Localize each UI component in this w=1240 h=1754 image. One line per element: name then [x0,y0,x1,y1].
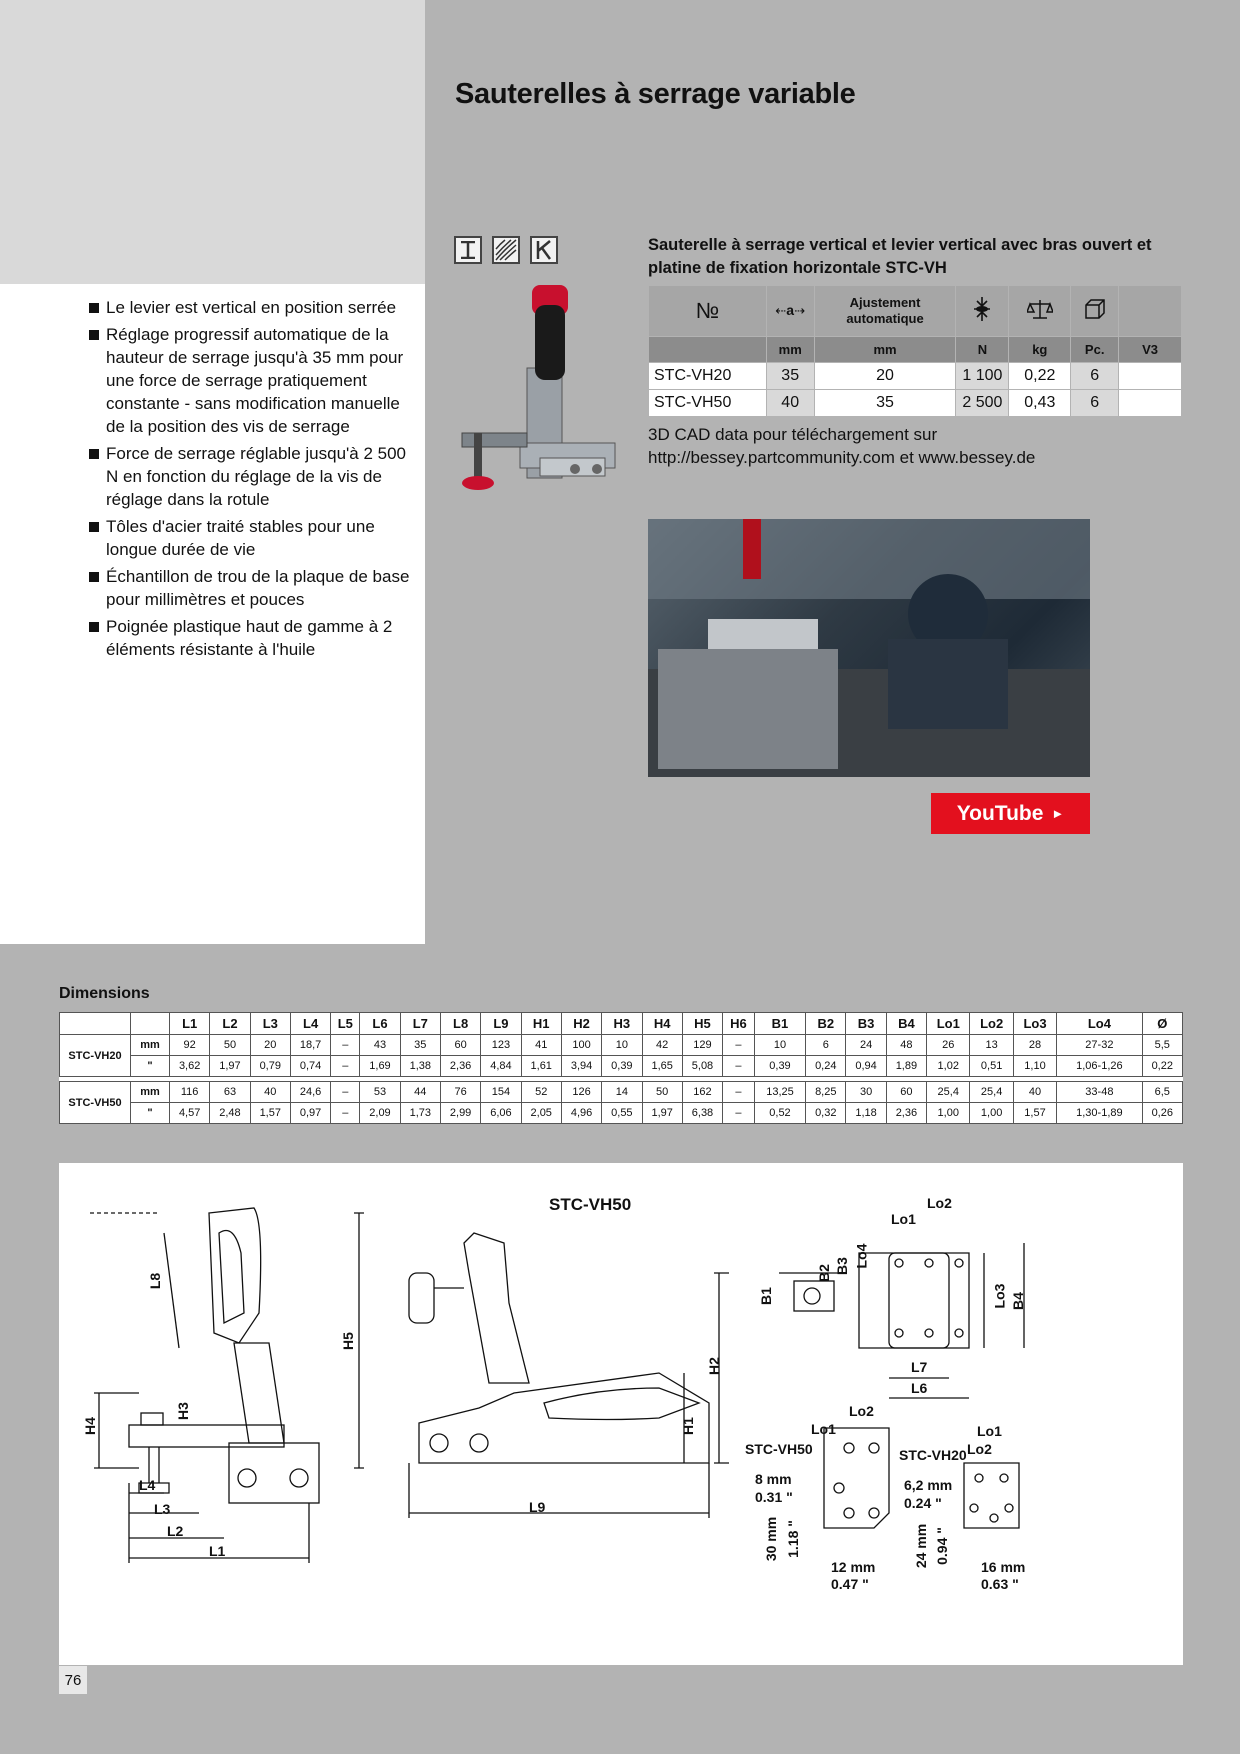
dim-column-header: L7 [400,1013,440,1035]
dim-value-cell: 4,57 [170,1103,210,1124]
dim-value-cell: 13 [970,1035,1013,1056]
dim-value-cell: – [723,1082,755,1103]
dim-value-cell: 154 [481,1082,521,1103]
dim-label: 0.24 " [904,1495,942,1511]
dim-label: L4 [139,1477,156,1493]
dim-value-cell: 50 [642,1082,682,1103]
dim-value-cell: 40 [250,1082,290,1103]
dim-value-cell: 0,26 [1142,1103,1182,1124]
header-opening: ⇠a⇢ [766,286,814,337]
wood-grain-icon [492,236,520,264]
dim-value-cell: 129 [682,1035,722,1056]
table-row [60,1082,1183,1103]
balance-scale-icon [1027,298,1053,320]
unit-cell: V3 [1119,337,1182,363]
dim-value-cell: 26 [927,1035,970,1056]
dim-column-header: Lo4 [1057,1013,1142,1035]
dim-value-cell: 123 [481,1035,521,1056]
dim-value-cell: 13,25 [754,1082,805,1103]
dim-label: 0.31 " [755,1489,793,1505]
header-number: № [649,286,767,337]
dim-column-header: H6 [723,1013,755,1035]
table-row: STC-VH50 40 35 2 500 0,43 6 [649,390,1182,417]
dim-value-cell: 2,48 [210,1103,250,1124]
header-band [0,0,425,284]
dim-value-cell: 2,36 [886,1103,926,1124]
dim-value-cell: 50 [210,1035,250,1056]
table-row: STC-VH20 35 20 1 100 0,22 6 [649,363,1182,390]
dim-value-cell: – [723,1056,755,1077]
dim-value-cell: 1,61 [521,1056,561,1077]
unit-cell: mm [131,1035,170,1056]
dim-value-cell: 0,55 [602,1103,642,1124]
feature-list [88,296,418,665]
dim-value-cell: 53 [360,1082,400,1103]
unit-cell: kg [1009,337,1071,363]
dim-value-cell: 1,57 [250,1103,290,1124]
dim-value-cell: 0,24 [806,1056,846,1077]
dim-value-cell: 76 [440,1082,480,1103]
dim-value-cell: 20 [250,1035,290,1056]
dim-label: 8 mm [755,1471,792,1487]
dim-column-header: L6 [360,1013,400,1035]
dim-label: Lo1 [977,1423,1002,1439]
detail-title-vh50: STC-VH50 [745,1441,813,1457]
dim-label: Lo2 [927,1195,952,1211]
dim-column-header: L4 [290,1013,330,1035]
dim-label: H2 [705,1357,722,1375]
dim-column-header: H2 [561,1013,601,1035]
page-number: 76 [59,1666,87,1694]
dim-label: Lo1 [891,1211,916,1227]
dim-value-cell: – [331,1103,360,1124]
dim-value-cell: 1,89 [886,1056,926,1077]
dim-column-header: Lo1 [927,1013,970,1035]
dim-value-cell: 1,18 [846,1103,886,1124]
dim-value-cell: 0,32 [806,1103,846,1124]
dim-value-cell: 24 [846,1035,886,1056]
dimensions-table [59,1012,1183,1124]
dim-value-cell: 1,00 [927,1103,970,1124]
unit-cell: mm [766,337,814,363]
dim-label: Lo2 [849,1403,874,1419]
unit-header [131,1013,170,1035]
dim-label: L9 [529,1499,546,1515]
dim-label: 0.94 " [933,1527,950,1565]
dim-label: 1.18 " [784,1520,801,1558]
dim-label: 0.47 " [831,1576,869,1592]
dim-value-cell: 8,25 [806,1082,846,1103]
model-name-cell: STC-VH20 [60,1035,131,1077]
dim-value-cell: 40 [1013,1082,1056,1103]
dim-value-cell: 52 [521,1082,561,1103]
dim-value-cell: – [331,1056,360,1077]
header-weight [1009,286,1071,337]
dim-value-cell: 5,5 [1142,1035,1182,1056]
dim-value-cell: 28 [1013,1035,1056,1056]
dim-value-cell: 1,57 [1013,1103,1056,1124]
dim-value-cell: – [723,1035,755,1056]
dim-value-cell: 43 [360,1035,400,1056]
dim-column-header: H3 [602,1013,642,1035]
dim-value-cell: 0,39 [602,1056,642,1077]
dim-value-cell: 162 [682,1082,722,1103]
play-icon: ► [1051,806,1065,821]
dim-value-cell: 6 [806,1035,846,1056]
header-force [956,286,1009,337]
dim-value-cell: 1,30-1,89 [1057,1103,1142,1124]
dim-value-cell: 25,4 [970,1082,1013,1103]
drawing-title: STC-VH50 [549,1195,632,1214]
youtube-button[interactable] [931,793,1090,834]
dim-label: B3 [833,1257,850,1275]
dim-value-cell: 2,99 [440,1103,480,1124]
dim-label: H5 [339,1332,356,1350]
unit-cell: mm [814,337,956,363]
dim-value-cell: 0,74 [290,1056,330,1077]
dim-value-cell: 2,36 [440,1056,480,1077]
dim-label: Lo4 [853,1243,870,1269]
feature-item: Tôles d'acier traité stables pour une longue durée de vie [88,515,418,561]
dim-value-cell: – [723,1103,755,1124]
dim-column-header: B2 [806,1013,846,1035]
dim-value-cell: 44 [400,1082,440,1103]
unit-cell: mm [131,1082,170,1103]
detail-title-vh20: STC-VH20 [899,1447,967,1463]
feature-item: Force de serrage réglable jusqu'à 2 500 N en fonction du réglage de la vis de réglage dans la rotule [88,442,418,511]
dim-value-cell: 24,6 [290,1082,330,1103]
dim-value-cell: 0,79 [250,1056,290,1077]
dim-column-header: L8 [440,1013,480,1035]
unit-cell: N [956,337,1009,363]
dim-column-header: L3 [250,1013,290,1035]
dim-label: L1 [209,1543,226,1559]
dim-column-header: L1 [170,1013,210,1035]
dim-label: 0.63 " [981,1576,1019,1592]
cad-note-line: 3D CAD data pour téléchargement sur [648,425,938,444]
feature-item: Réglage progressif automatique de la hauteur de serrage jusqu'à 35 mm pour une force de serrage pratiquement constante - sans modification manuelle de la position des vis de serrage [88,323,418,438]
dim-value-cell: 0,39 [754,1056,805,1077]
dim-label: 30 mm [763,1516,780,1562]
dim-value-cell: 0,51 [970,1056,1013,1077]
technical-drawing-panel [59,1163,1183,1665]
plastic-k-icon [530,236,558,264]
dim-label: H4 [81,1417,98,1435]
table-row [60,1103,1183,1124]
feature-item: Le levier est vertical en position serrée [88,296,418,319]
dim-value-cell: 1,73 [400,1103,440,1124]
dim-value-cell: 1,65 [642,1056,682,1077]
dim-column-header: L9 [481,1013,521,1035]
dim-value-cell: 63 [210,1082,250,1103]
spec-table [648,285,1182,417]
dim-value-cell: 60 [440,1035,480,1056]
dim-value-cell: 0,94 [846,1056,886,1077]
product-subtitle: Sauterelle à serrage vertical et levier vertical avec bras ouvert et platine de fixation horizontale STC-VH [648,236,1152,277]
dim-value-cell: 6,5 [1142,1082,1182,1103]
dim-value-cell: 0,52 [754,1103,805,1124]
feature-item: Échantillon de trou de la plaque de base pour millimètres et pouces [88,565,418,611]
dim-value-cell: 33-48 [1057,1082,1142,1103]
header-pack [1071,286,1119,337]
table-row [60,1035,1183,1056]
dim-value-cell: 27-32 [1057,1035,1142,1056]
unit-cell [649,337,767,363]
dim-value-cell: 1,02 [927,1056,970,1077]
dim-value-cell: 4,96 [561,1103,601,1124]
dim-column-header: H4 [642,1013,682,1035]
youtube-label: YouTube [956,801,1044,825]
box-icon [1084,298,1106,320]
dim-value-cell: 42 [642,1035,682,1056]
dim-value-cell: 4,84 [481,1056,521,1077]
dim-value-cell: 25,4 [927,1082,970,1103]
dim-label: 24 mm [913,1523,930,1569]
dim-label: L3 [154,1501,171,1517]
workshop-photo [648,519,1090,777]
dim-value-cell: 6,38 [682,1103,722,1124]
dim-value-cell: 6,06 [481,1103,521,1124]
dim-label: B2 [815,1264,832,1282]
dim-label: 12 mm [831,1559,876,1575]
dim-column-header: Ø [1142,1013,1182,1035]
dim-value-cell: 10 [754,1035,805,1056]
dim-value-cell: 1,97 [642,1103,682,1124]
dim-column-header: L2 [210,1013,250,1035]
dim-value-cell: 3,94 [561,1056,601,1077]
dim-label: B4 [1009,1292,1026,1310]
blank-header [60,1013,131,1035]
dim-column-header: Lo2 [970,1013,1013,1035]
dim-label: L6 [911,1380,928,1396]
dim-label: H3 [174,1402,191,1420]
dim-value-cell: 116 [170,1082,210,1103]
clamp-product-image [452,283,622,553]
dim-value-cell: 1,06-1,26 [1057,1056,1142,1077]
dim-value-cell: 1,10 [1013,1056,1056,1077]
dim-value-cell: – [331,1035,360,1056]
dim-value-cell: 18,7 [290,1035,330,1056]
dim-value-cell: 48 [886,1035,926,1056]
dim-value-cell: 3,62 [170,1056,210,1077]
dim-column-header: B3 [846,1013,886,1035]
dim-column-header: B4 [886,1013,926,1035]
dim-value-cell: 1,97 [210,1056,250,1077]
unit-cell: " [131,1056,170,1077]
dim-value-cell: 0,22 [1142,1056,1182,1077]
dim-value-cell: 1,00 [970,1103,1013,1124]
dim-label: Lo3 [991,1283,1008,1309]
cad-download-note [648,423,1188,469]
feature-item: Poignée plastique haut de gamme à 2 éléments résistante à l'huile [88,615,418,661]
unit-cell: " [131,1103,170,1124]
i-beam-icon [454,236,482,264]
dim-column-header: H1 [521,1013,561,1035]
dim-label: 6,2 mm [904,1477,953,1493]
dim-label: Lo2 [967,1441,992,1457]
header-adjust: Ajustement automatique [814,286,956,337]
table-row [60,1056,1183,1077]
dim-value-cell: 0,97 [290,1103,330,1124]
dim-value-cell: 5,08 [682,1056,722,1077]
dim-value-cell: 14 [602,1082,642,1103]
dim-label: L8 [147,1272,164,1290]
clamp-force-icon [971,296,993,322]
dim-label: B1 [757,1287,774,1305]
dim-value-cell: 2,09 [360,1103,400,1124]
dim-value-cell: – [331,1082,360,1103]
dim-label: Lo1 [811,1421,836,1437]
symbol-row [454,236,558,264]
dim-column-header: H5 [682,1013,722,1035]
dim-column-header: L5 [331,1013,360,1035]
page-title: Sauterelles à serrage variable [455,78,856,110]
dim-label: L7 [911,1359,928,1375]
dimensions-title: Dimensions [59,985,150,1002]
dim-label: L2 [167,1523,184,1539]
dim-value-cell: 126 [561,1082,601,1103]
header-blank [1119,286,1182,337]
dim-value-cell: 2,05 [521,1103,561,1124]
dim-value-cell: 35 [400,1035,440,1056]
dim-label: H1 [679,1417,696,1435]
cad-download-link[interactable]: http://bessey.partcommunity.com et www.bessey.de [648,448,1036,467]
dim-column-header: Lo3 [1013,1013,1056,1035]
dim-value-cell: 1,38 [400,1056,440,1077]
dim-value-cell: 92 [170,1035,210,1056]
dim-label: 16 mm [981,1559,1026,1575]
dim-value-cell: 60 [886,1082,926,1103]
unit-cell: Pc. [1071,337,1119,363]
dim-value-cell: 30 [846,1082,886,1103]
dim-value-cell: 1,69 [360,1056,400,1077]
dim-value-cell: 10 [602,1035,642,1056]
dim-column-header: B1 [754,1013,805,1035]
dim-value-cell: 41 [521,1035,561,1056]
dim-value-cell: 100 [561,1035,601,1056]
model-name-cell: STC-VH50 [60,1082,131,1124]
